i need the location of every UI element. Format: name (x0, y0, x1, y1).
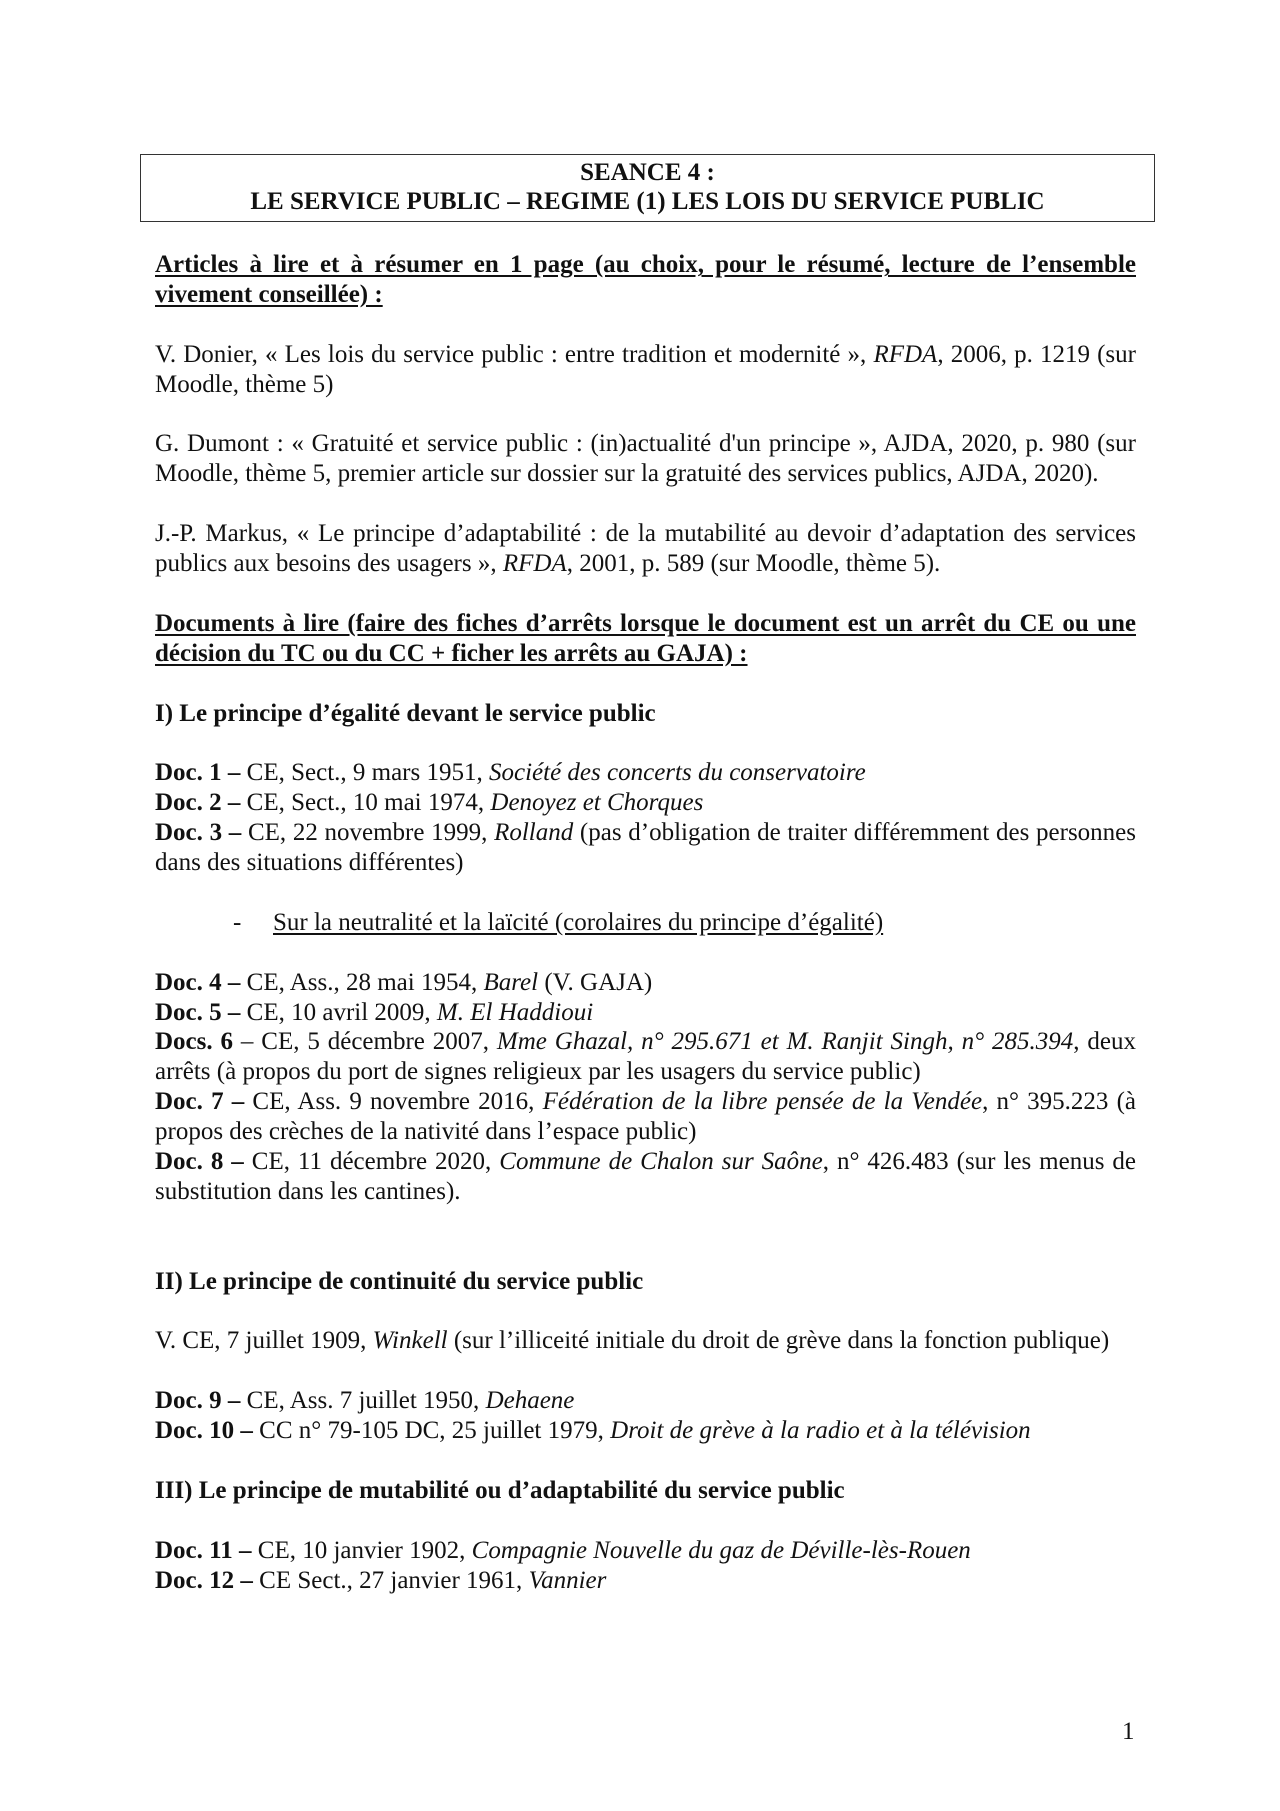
session-title: SEANCE 4 : (580, 159, 715, 186)
case-name: Dehaene (485, 1387, 575, 1415)
document-item: Doc. 5 – CE, 10 avril 2009, M. El Haddioui (155, 998, 594, 1026)
case-name: Barel (483, 968, 539, 996)
document-item: Doc. 1 – CE, Sect., 9 mars 1951, Société des concerts du conservatoire (155, 759, 866, 787)
doc-label: Doc. 2 – (155, 789, 241, 817)
doc-label: Doc. 10 – (155, 1417, 253, 1445)
articles-heading: Articles à lire et à résumer en 1 page (au choix, pour le résumé, lecture de l’ensemble vivement conseillée) : (155, 251, 1136, 308)
documents-heading: Documents à lire (faire des fiches d’arrêts lorsque le document est un arrêt du CE ou une décision du TC ou du CC + ficher les arrêts au GAJA) : (155, 609, 1136, 667)
document-item: Doc. 9 – CE, Ass. 7 juillet 1950, Dehaene (155, 1387, 575, 1415)
doc-label: Docs. 6 (155, 1028, 234, 1056)
doc-label: Doc. 8 – (155, 1148, 244, 1176)
case-name: Denoyez et Chorques (490, 789, 704, 817)
case-name: Mme Ghazal, n° 295.671 et M. Ranjit Singh, n° 285.394 (496, 1028, 1074, 1056)
case-name: Vannier (528, 1566, 607, 1594)
article-item: V. Donier, « Les lois du service public : entre tradition et modernité », RFDA, 2006, p. 1219 (sur Moodle, thème 5) (155, 340, 1136, 398)
case-name: Fédération de la libre pensée de la Vendée (542, 1088, 983, 1116)
article-item: G. Dumont : « Gratuité et service public : (in)actualité d'un principe », AJDA, 2020, p. 980 (sur Moodle, thème 5, premier article sur dossier sur la gratuité des services publics, AJDA, 2020). (155, 430, 1136, 488)
case-name: Rolland (494, 819, 574, 847)
document-body (155, 250, 1136, 1596)
document-item: Doc. 12 – CE Sect., 27 janvier 1961, Vannier (155, 1566, 607, 1594)
case-name: Société des concerts du conservatoire (489, 759, 866, 787)
doc-label: Doc. 3 – (155, 819, 242, 847)
session-subtitle: LE SERVICE PUBLIC – REGIME (1) LES LOIS DU SERVICE PUBLIC (250, 188, 1045, 215)
case-name: M. El Haddioui (436, 998, 594, 1026)
case-name: Commune de Chalon sur Saône (499, 1148, 823, 1176)
bullet-subheading: - Sur la neutralité et la laïcité (corolaires du principe d’égalité) (233, 908, 884, 936)
section-heading: II) Le principe de continuité du service public (155, 1267, 644, 1295)
section-heading: I) Le principe d’égalité devant le service public (155, 699, 656, 727)
doc-label: Doc. 5 – (155, 998, 241, 1026)
session-title-box (140, 154, 1155, 222)
article-item: J.-P. Markus, « Le principe d’adaptabilité : de la mutabilité au devoir d’adaptation des services publics aux besoins des usagers », RFDA, 2001, p. 589 (sur Moodle, thème 5). (155, 520, 1136, 578)
document-item: Doc. 11 – CE, 10 janvier 1902, Compagnie Nouvelle du gaz de Déville-lès-Rouen (155, 1536, 971, 1564)
document-item: Doc. 3 – CE, 22 novembre 1999, Rolland (pas d’obligation de traiter différemment des personnes dans des situations différentes) (155, 819, 1136, 877)
page-number: 1 (1122, 1718, 1135, 1745)
document-item: Doc. 8 – CE, 11 décembre 2020, Commune de Chalon sur Saône, n° 426.483 (sur les menus de substitution dans les cantines). (155, 1148, 1136, 1205)
section-heading: III) Le principe de mutabilité ou d’adaptabilité du service public (155, 1476, 845, 1504)
case-name: Droit de grève à la radio et à la télévision (610, 1417, 1031, 1445)
document-item: Doc. 2 – CE, Sect., 10 mai 1974, Denoyez et Chorques (155, 789, 704, 817)
document-item: Doc. 4 – CE, Ass., 28 mai 1954, Barel (V. GAJA) (155, 968, 653, 996)
doc-label: Doc. 9 – (155, 1387, 241, 1415)
doc-label: Doc. 11 – (155, 1536, 252, 1564)
document-item: Doc. 7 – CE, Ass. 9 novembre 2016, Fédération de la libre pensée de la Vendée, n° 395.223 (à propos des crèches de la nativité dans l’espace public) (155, 1088, 1137, 1146)
doc-label: Doc. 7 – (155, 1088, 245, 1116)
case-name: Compagnie Nouvelle du gaz de Déville-lès-Rouen (471, 1536, 971, 1564)
doc-label: Doc. 12 – (155, 1566, 253, 1594)
document-item: Doc. 10 – CC n° 79-105 DC, 25 juillet 1979, Droit de grève à la radio et à la télévision (155, 1417, 1031, 1445)
doc-label: Doc. 4 – (155, 968, 241, 996)
note-item: V. CE, 7 juillet 1909, Winkell (sur l’illiceité initiale du droit de grève dans la fonction publique) (155, 1327, 1110, 1355)
doc-label: Doc. 1 – (155, 759, 241, 787)
document-item: Docs. 6 – CE, 5 décembre 2007, Mme Ghazal, n° 295.671 et M. Ranjit Singh, n° 285.394, deux arrêts (à propos du port de signes religieux par les usagers du service public) (155, 1028, 1136, 1086)
